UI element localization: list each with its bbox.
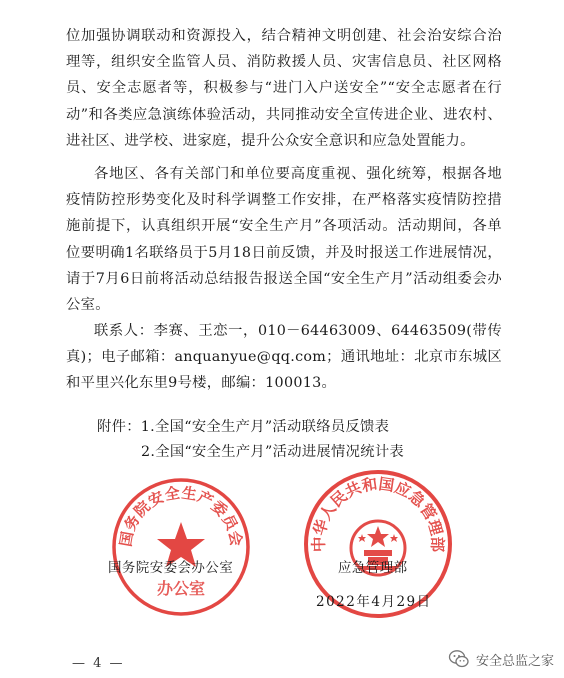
signatory-1: 国务院安委会办公室 [108,560,234,576]
contact-paragraph: 联系人：李赛、王恋一，010－64463009、64463509(带传真)；电子邮箱：anquanyue@qq.com；通讯地址：北京市东城区和平里兴化东里9号楼，邮编：100013。 [66,323,502,392]
seal-1-bottom-text: 办公室 [156,579,206,598]
document-date: 2022年4月29日 [316,594,432,610]
seal-1-arc-text: 国务院安全生产委员会 [116,483,246,548]
attachment-2: 2.全国“安全生产月”活动进展情况统计表 [141,444,405,460]
page-number: — 4 — [72,656,125,671]
attachment-1: 附件：1.全国“安全生产月”活动联络员反馈表 [97,419,390,435]
watermark-text: 安全总监之家 [475,653,554,669]
official-seal-1 [110,476,252,618]
signatory-2: 应急管理部 [338,560,408,576]
body-paragraph-2: 各地区、各有关部门和单位要高度重视、强化统筹，根据各地疫情防控形势变化及时科学调整工作安排，在严格落实疫情防控措施前提下，认真组织开展“安全生产月”各项活动。活动期间，各单位要明确1名联络员于5月18日前反馈，并及时报送工作进展情况，请于7月6日前将活动总结报告报送全国“安全生产月”活动组委会办公室。 [66,166,502,314]
seal-2-arc-text: 中华人民共和国应急管理部 [308,474,448,553]
watermark [448,648,554,670]
body-paragraph-1: 位加强协调联动和资源投入，结合精神文明创建、社会治安综合治理等，组织安全监管人员、消防救援人员、灾害信息员、社区网格员、安全志愿者等，积极参与“进门入户送安全”“安全志愿者在行动”和各类应急演练体验活动，共同推动安全宣传进企业、进农村、进社区、进学校、进家庭，提升公众安全意识和应急处置能力。 [66,28,502,149]
wechat-icon [448,648,470,670]
